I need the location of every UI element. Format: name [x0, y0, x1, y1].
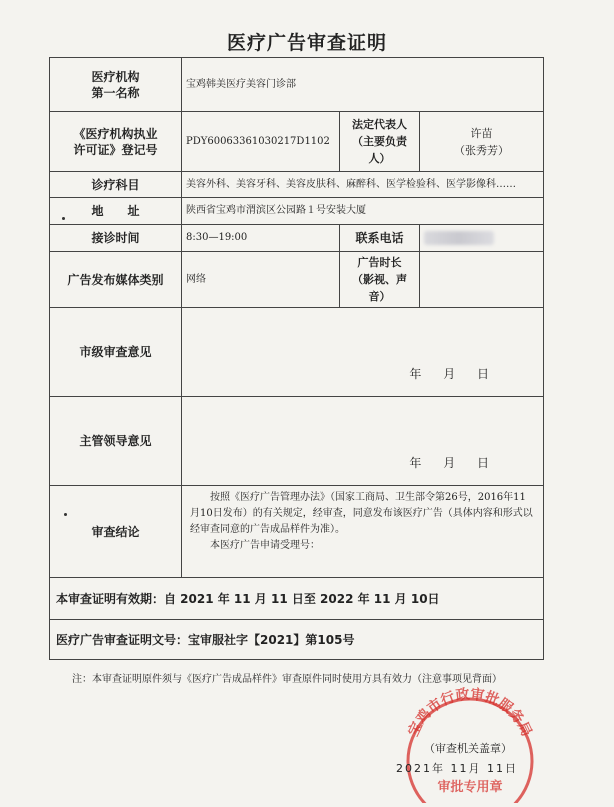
institution-label-text: 医疗机构 第一名称	[91, 69, 140, 100]
hours-label: 接诊时间	[50, 225, 182, 252]
duration-label	[340, 252, 420, 308]
license-label-text: 《医疗机构执业 许可证》登记号	[73, 126, 158, 157]
address-label: 地 址	[50, 198, 182, 225]
media-value: 网络	[182, 252, 340, 308]
license-value: PDY60063361030217D1102	[182, 112, 340, 172]
document-title: 医疗广告审查证明	[226, 32, 387, 54]
application-number-label: 本医疗广告申请受理号：	[210, 540, 320, 551]
scan-speck	[64, 513, 67, 516]
conclusion-cell	[182, 486, 544, 578]
departments-value: 美容外科、美容牙科、美容皮肤科、麻醉科、医学检验科、医学影像科……	[182, 172, 544, 198]
legal-rep-value	[420, 112, 544, 172]
leader-review-label: 主管领导意见	[50, 397, 182, 486]
redaction-blur	[424, 231, 494, 245]
certificate-number: 医疗广告审查证明文号：宝审服社字【2021】第105号	[50, 620, 544, 660]
media-label: 广告发布媒体类别	[50, 252, 182, 308]
duration-value	[420, 252, 544, 308]
stamp-date: 2021年 11月 11日	[396, 762, 518, 775]
leader-review-cell	[182, 397, 544, 486]
footnote: 注：本审查证明原件须与《医疗广告成品样件》审查原件同时使用方具有效力（注意事项见背面）	[72, 674, 502, 685]
svg-text:审批专用章: 审批专用章	[437, 780, 503, 795]
license-label	[50, 112, 182, 172]
city-review-date: 年 月 日	[409, 367, 490, 381]
legal-rep-label-text: 法定代表人 （主要负责人）	[352, 118, 407, 165]
stamp-caption: （审查机关盖章）	[424, 742, 512, 755]
city-review-label: 市级审查意见	[50, 308, 182, 397]
phone-label: 联系电话	[340, 225, 420, 252]
departments-label: 诊疗科目	[50, 172, 182, 198]
validity-period: 本审查证明有效期：自 2021 年 11 月 11 日至 2022 年 11 月 10日	[50, 578, 544, 620]
legal-rep-label	[340, 112, 420, 172]
conclusion-label: 审查结论	[50, 486, 182, 578]
review-form-table	[49, 57, 544, 660]
conclusion-text: 按照《医疗广告管理办法》（国家工商局、卫生部令第26号，2016年11月10日发布）的有关规定，经审查，同意发布该医疗广告（具体内容和形式以经审查同意的广告成品样件为准）。	[190, 492, 533, 535]
city-review-cell	[182, 308, 544, 397]
address-value: 陕西省宝鸡市渭滨区公园路１号安装大厦	[182, 198, 544, 225]
institution-label	[50, 58, 182, 112]
scan-speck	[62, 217, 65, 220]
phone-value-redacted	[420, 225, 544, 252]
leader-review-date: 年 月 日	[409, 456, 490, 470]
institution-value: 宝鸡韩美医疗美容门诊部	[182, 58, 544, 112]
svg-text:宝鸡市行政审批服务局: 宝鸡市行政审批服务局	[405, 686, 535, 739]
duration-label-text: 广告时长 （影视、声音）	[352, 256, 407, 303]
hours-value: 8:30—19:00	[182, 225, 340, 252]
legal-rep-value-text: 许苗 （张秀芳）	[454, 126, 510, 157]
